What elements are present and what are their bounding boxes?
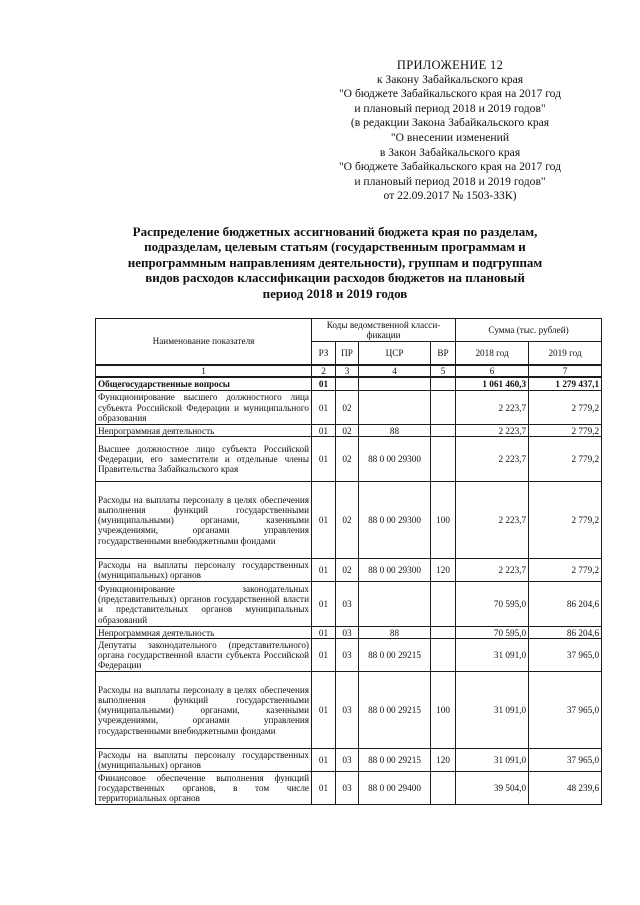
title-line: видов расходов классификации расходов бюджетов на плановый xyxy=(145,270,525,286)
row-amount-2019: 37 965,0 xyxy=(529,639,602,672)
row-amount-2018: 31 091,0 xyxy=(456,749,529,772)
row-vr xyxy=(431,627,456,639)
row-csr: 88 0 00 29300 xyxy=(359,559,431,582)
row-pr: 03 xyxy=(336,627,359,639)
column-number: 2 xyxy=(312,365,336,377)
table-row xyxy=(96,582,602,627)
row-vr xyxy=(431,377,456,391)
column-number-row xyxy=(96,365,602,377)
row-amount-2019: 37 965,0 xyxy=(529,749,602,772)
row-rz: 01 xyxy=(312,627,336,639)
table-row xyxy=(96,559,602,582)
row-amount-2019: 2 779,2 xyxy=(529,437,602,482)
row-rz: 01 xyxy=(312,425,336,437)
row-amount-2019: 48 239,6 xyxy=(529,772,602,805)
table-row xyxy=(96,391,602,425)
row-csr: 88 0 00 29215 xyxy=(359,639,431,672)
header-name: Наименование показателя xyxy=(96,319,312,366)
row-name: Депутаты законодательного (представительного) органа государственной власти субъекта Российской Федерации xyxy=(96,639,312,672)
appendix-line: в Закон Забайкальского края xyxy=(379,145,521,159)
row-amount-2018: 2 223,7 xyxy=(456,482,529,559)
row-amount-2018: 31 091,0 xyxy=(456,639,529,672)
row-amount-2018: 31 091,0 xyxy=(456,672,529,749)
title-line: непрограммным направлениям деятельности), группам и подгруппам xyxy=(127,254,543,270)
row-rz: 01 xyxy=(312,377,336,391)
title-line: период 2018 и 2019 годов xyxy=(262,285,408,301)
title-line: подразделам, целевым статьям (государственным программам и xyxy=(144,239,526,255)
column-number: 5 xyxy=(431,365,456,377)
row-pr xyxy=(336,377,359,391)
appendix-line: к Закону Забайкальского края xyxy=(376,72,524,86)
header-vr: ВР xyxy=(431,342,456,366)
appendix-line: и плановый период 2018 и 2019 годов" xyxy=(354,174,546,188)
table-row xyxy=(96,639,602,672)
header-rz: РЗ xyxy=(312,342,336,366)
table-body xyxy=(96,365,602,805)
row-csr: 88 0 00 29400 xyxy=(359,772,431,805)
title-line: Распределение бюджетных ассигнований бюджета края по разделам, xyxy=(132,224,538,239)
row-amount-2019: 2 779,2 xyxy=(529,425,602,437)
row-csr: 88 0 00 29300 xyxy=(359,437,431,482)
row-rz: 01 xyxy=(312,772,336,805)
row-amount-2018: 39 504,0 xyxy=(456,772,529,805)
row-vr xyxy=(431,437,456,482)
table-row xyxy=(96,749,602,772)
row-amount-2018: 2 223,7 xyxy=(456,559,529,582)
document-title xyxy=(100,224,570,301)
appendix-line: от 22.09.2017 № 1503-ЗЗК) xyxy=(383,189,517,203)
row-name: Непрограммная деятельность xyxy=(96,627,312,639)
row-amount-2019: 37 965,0 xyxy=(529,672,602,749)
row-csr: 88 0 00 29300 xyxy=(359,482,431,559)
row-name: Финансовое обеспечение выполнения функций государственных органов, в том числе территориальных органов xyxy=(96,772,312,805)
row-rz: 01 xyxy=(312,437,336,482)
row-pr: 03 xyxy=(336,772,359,805)
header-pr: ПР xyxy=(336,342,359,366)
row-pr: 03 xyxy=(336,582,359,627)
row-rz: 01 xyxy=(312,391,336,425)
table-row xyxy=(96,772,602,805)
row-rz: 01 xyxy=(312,582,336,627)
row-amount-2018: 2 223,7 xyxy=(456,437,529,482)
appendix-line: "О бюджете Забайкальского края на 2017 год xyxy=(338,160,562,174)
header-2019: 2019 год xyxy=(529,342,602,366)
row-csr xyxy=(359,582,431,627)
row-amount-2019: 1 279 437,1 xyxy=(529,377,602,391)
row-vr: 100 xyxy=(431,482,456,559)
row-name: Расходы на выплаты персоналу государственных (муниципальных) органов xyxy=(96,749,312,772)
row-amount-2019: 86 204,6 xyxy=(529,582,602,627)
row-amount-2019: 2 779,2 xyxy=(529,482,602,559)
table-row xyxy=(96,627,602,639)
row-csr xyxy=(359,391,431,425)
row-pr: 03 xyxy=(336,672,359,749)
row-csr: 88 xyxy=(359,627,431,639)
row-amount-2018: 70 595,0 xyxy=(456,627,529,639)
row-amount-2019: 86 204,6 xyxy=(529,627,602,639)
row-name: Функционирование высшего должностного лица субъекта Российской Федерации и муниципального образования xyxy=(96,391,312,425)
row-name: Непрограммная деятельность xyxy=(96,425,312,437)
header-codes: Коды ведомственной класси-фикации xyxy=(312,319,456,342)
appendix-line: (в редакции Закона Забайкальского края xyxy=(350,116,550,130)
row-name: Расходы на выплаты персоналу в целях обеспечения выполнения функций государственными (муниципальными) органами, казенными учреждениями, органами управления государственными внебюджетными фондами xyxy=(96,482,312,559)
column-number: 6 xyxy=(456,365,529,377)
row-name: Расходы на выплаты персоналу в целях обеспечения выполнения функций государственными (муниципальными) органами, казенными учреждениями, органами управления государственными внебюджетными фондами xyxy=(96,672,312,749)
table-row xyxy=(96,672,602,749)
row-vr: 100 xyxy=(431,672,456,749)
row-pr: 02 xyxy=(336,437,359,482)
row-name: Общегосударственные вопросы xyxy=(96,377,312,391)
row-amount-2019: 2 779,2 xyxy=(529,559,602,582)
row-vr xyxy=(431,772,456,805)
column-number: 3 xyxy=(336,365,359,377)
table-row xyxy=(96,482,602,559)
appendix-line: ПРИЛОЖЕНИЕ 12 xyxy=(396,58,504,72)
row-rz: 01 xyxy=(312,749,336,772)
row-rz: 01 xyxy=(312,559,336,582)
table-row xyxy=(96,425,602,437)
row-csr: 88 0 00 29215 xyxy=(359,672,431,749)
appendix-line: и плановый период 2018 и 2019 годов" xyxy=(354,101,546,115)
row-vr xyxy=(431,639,456,672)
row-pr: 02 xyxy=(336,425,359,437)
header-csr: ЦСР xyxy=(359,342,431,366)
row-vr xyxy=(431,425,456,437)
row-rz: 01 xyxy=(312,482,336,559)
row-pr: 03 xyxy=(336,639,359,672)
row-pr: 02 xyxy=(336,391,359,425)
row-csr: 88 xyxy=(359,425,431,437)
row-rz: 01 xyxy=(312,672,336,749)
row-vr xyxy=(431,582,456,627)
row-vr: 120 xyxy=(431,749,456,772)
row-amount-2018: 2 223,7 xyxy=(456,391,529,425)
row-name: Расходы на выплаты персоналу государственных (муниципальных) органов xyxy=(96,559,312,582)
row-name: Функционирование законодательных (представительных) органов государственной власти и представительных органов муниципальных образований xyxy=(96,582,312,627)
row-amount-2019: 2 779,2 xyxy=(529,391,602,425)
header-sum: Сумма (тыс. рублей) xyxy=(456,319,602,342)
table-row xyxy=(96,437,602,482)
row-csr: 88 0 00 29215 xyxy=(359,749,431,772)
table-row xyxy=(96,377,602,391)
budget-table xyxy=(95,318,602,805)
appendix-header xyxy=(300,58,600,204)
row-amount-2018: 2 223,7 xyxy=(456,425,529,437)
row-name: Высшее должностное лицо субъекта Российской Федерации, его заместители и отдельные члены Правительства Забайкальского края xyxy=(96,437,312,482)
row-pr: 03 xyxy=(336,749,359,772)
column-number: 1 xyxy=(96,365,312,377)
column-number: 7 xyxy=(529,365,602,377)
header-2018: 2018 год xyxy=(456,342,529,366)
column-number: 4 xyxy=(359,365,431,377)
row-pr: 02 xyxy=(336,482,359,559)
row-amount-2018: 70 595,0 xyxy=(456,582,529,627)
row-vr xyxy=(431,391,456,425)
appendix-line: "О внесении изменений xyxy=(390,130,510,144)
row-amount-2018: 1 061 460,3 xyxy=(456,377,529,391)
row-rz: 01 xyxy=(312,639,336,672)
row-pr: 02 xyxy=(336,559,359,582)
row-csr xyxy=(359,377,431,391)
row-vr: 120 xyxy=(431,559,456,582)
appendix-line: "О бюджете Забайкальского края на 2017 год xyxy=(338,87,562,101)
